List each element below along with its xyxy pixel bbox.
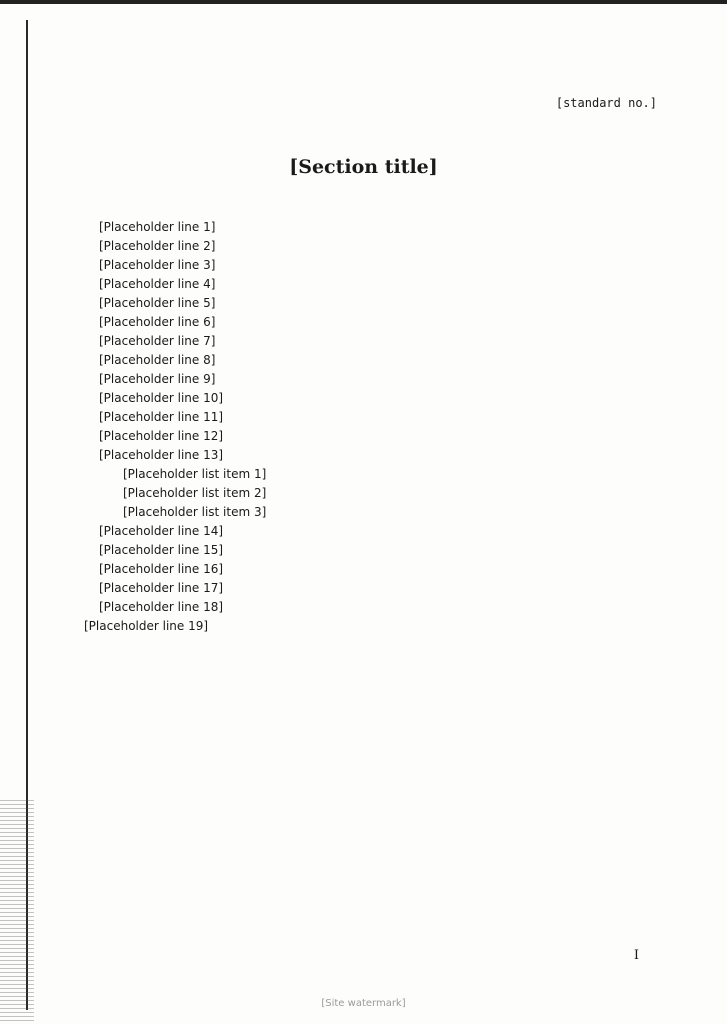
body-line: [Placeholder line 4] <box>99 277 216 291</box>
list-item: [Placeholder list item 3] <box>123 505 267 519</box>
body-line: [Placeholder line 14] <box>99 524 224 538</box>
body-line: [Placeholder line 12] <box>99 429 224 443</box>
body-line: [Placeholder line 10] <box>99 391 224 405</box>
standard-code: [standard no.] <box>555 96 657 110</box>
body-line: [Placeholder line 8] <box>99 353 216 367</box>
body-line: [Placeholder line 3] <box>99 258 216 272</box>
body-line: [Placeholder line 5] <box>99 296 216 310</box>
list-item: [Placeholder list item 1] <box>123 467 267 481</box>
body-line: [Placeholder line 6] <box>99 315 216 329</box>
document-body <box>84 218 664 636</box>
page-number: I <box>633 948 639 963</box>
top-border-line <box>0 0 727 4</box>
scan-edge-noise <box>0 800 34 1024</box>
body-line: [Placeholder line 17] <box>99 581 224 595</box>
body-line: [Placeholder line 9] <box>99 372 216 386</box>
body-line: [Placeholder line 13] <box>99 448 224 462</box>
body-line: [Placeholder line 19] <box>84 619 209 633</box>
body-line: [Placeholder line 11] <box>99 410 224 424</box>
body-line: [Placeholder line 7] <box>99 334 216 348</box>
body-line: [Placeholder line 2] <box>99 239 216 253</box>
site-watermark: [Site watermark] <box>321 998 406 1009</box>
list-item: [Placeholder list item 2] <box>123 486 267 500</box>
body-line: [Placeholder line 16] <box>99 562 224 576</box>
page-title: [Section title] <box>289 156 438 178</box>
body-line: [Placeholder line 15] <box>99 543 224 557</box>
body-line: [Placeholder line 1] <box>99 220 216 234</box>
body-line: [Placeholder line 18] <box>99 600 224 614</box>
